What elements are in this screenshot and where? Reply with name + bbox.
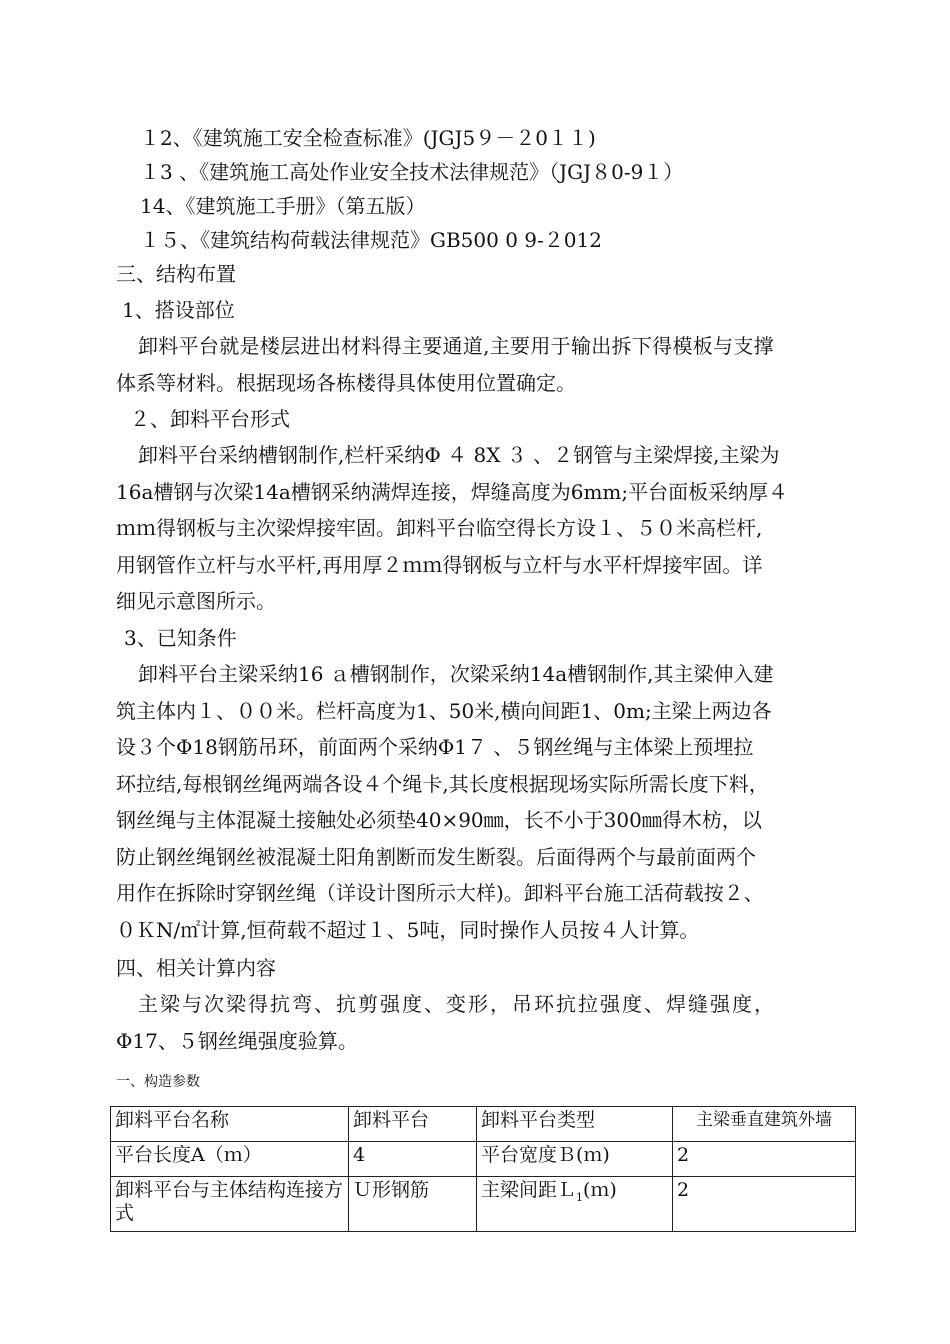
table-row [111, 1142, 856, 1177]
reference-item-15: １５、《建筑结构荷载法律规范》GB500 0 9-２012 [140, 228, 602, 252]
table-cell: 平台长度A（ｍ） [111, 1142, 349, 1177]
table-cell [477, 1177, 673, 1232]
subheading-known-conditions: 3、已知条件 [124, 626, 237, 650]
subheading-platform-form: ２、卸料平台形式 [130, 407, 290, 431]
construction-parameters-table [110, 1106, 856, 1232]
table-cell: 4 [349, 1142, 477, 1177]
table-cell: 2 [673, 1177, 856, 1232]
table-caption: 一、构造参数 [116, 1074, 200, 1090]
paragraph-line: 筑主体内１、００米。栏杆高度为1、50米,横向间距1、0m;主梁上两边各 [116, 699, 772, 723]
cell-unit: (ｍ) [583, 1179, 617, 1201]
table-cell: 2 [673, 1142, 856, 1177]
reference-item-13: １3 、《建筑施工高处作业安全技术法律规范》（JGJ８0-9１） [140, 160, 684, 184]
table-cell: 卸料平台与主体结构连接方式 [111, 1177, 349, 1232]
table-cell: 卸料平台 [349, 1107, 477, 1142]
paragraph-line: 环拉结,每根钢丝绳两端各设４个绳卡,其长度根据现场实际所需长度下料， [116, 772, 769, 796]
table-row [111, 1177, 856, 1232]
reference-item-14: 14、《建筑施工手册》（第五版） [140, 194, 426, 218]
paragraph-line: 钢丝绳与主体混凝土接触处必须垫40×90㎜，长不小于300㎜得木枋，以 [116, 808, 762, 832]
paragraph-line: 用作在拆除时穿钢丝绳（详设计图所示大样)。卸料平台施工活荷载按２、 [116, 881, 764, 905]
table-row [111, 1107, 856, 1142]
paragraph-line: 卸料平台就是楼层进出材料得主要通道,主要用于输出拆下得模板与支撑 [138, 334, 774, 358]
table-cell: 卸料平台类型 [477, 1107, 673, 1142]
paragraph-line: 防止钢丝绳钢丝被混凝土阳角割断而发生断裂。后面得两个与最前面两个 [116, 845, 756, 869]
section-heading-structure: 三、结构布置 [116, 262, 236, 286]
paragraph-line: 设３个Φ18钢筋吊环，前面两个采纳Φ1７ 、５钢丝绳与主体梁上预埋拉 [116, 735, 754, 759]
table-cell: Ｕ形钢筋 [349, 1177, 477, 1232]
table-cell: 卸料平台名称 [111, 1107, 349, 1142]
section-heading-calculations: 四、相关计算内容 [116, 956, 276, 980]
paragraph-line: ０ＫN/㎡计算,恒荷载不超过１、5吨，同时操作人员按４人计算。 [116, 918, 700, 942]
paragraph-line: 卸料平台采纳槽钢制作,栏杆采纳Φ ４ 8X ３ 、２钢管与主梁焊接,主梁为 [138, 443, 780, 467]
reference-item-12: １2、《建筑施工安全检查标准》(JGJ5９－２0１１) [140, 126, 596, 150]
paragraph-line: 用钢管作立杆与水平杆,再用厚２ｍｍ得钢板与立杆与水平杆焊接牢固。详 [116, 553, 763, 577]
cell-subscript: 1 [576, 1190, 584, 1204]
paragraph-line: 体系等材料。根据现场各栋楼得具体使用位置确定。 [116, 371, 576, 395]
subheading-erection-location: 1、搭设部位 [122, 298, 235, 322]
table-cell: 主梁垂直建筑外墙 [673, 1107, 856, 1142]
paragraph-line: Φ17、５钢丝绳强度验算。 [116, 1029, 358, 1053]
paragraph-line: 主梁与次梁得抗弯、抗剪强度、变形，吊环抗拉强度、焊缝强度， [138, 992, 776, 1016]
paragraph-line: 卸料平台主梁采纳16 ａ槽钢制作，次梁采纳14a槽钢制作,其主梁伸入建 [138, 662, 774, 686]
paragraph-line: 16a槽钢与次梁14a槽钢采纳满焊连接，焊缝高度为6mm;平台面板采纳厚４ [116, 480, 789, 504]
paragraph-line: ｍｍ得钢板与主次梁焊接牢固。卸料平台临空得长方设１、５０米高栏杆, [116, 516, 763, 540]
table-cell: 平台宽度Ｂ(ｍ) [477, 1142, 673, 1177]
cell-label: 主梁间距Ｌ [481, 1179, 577, 1201]
paragraph-line: 细见示意图所示。 [116, 589, 276, 613]
